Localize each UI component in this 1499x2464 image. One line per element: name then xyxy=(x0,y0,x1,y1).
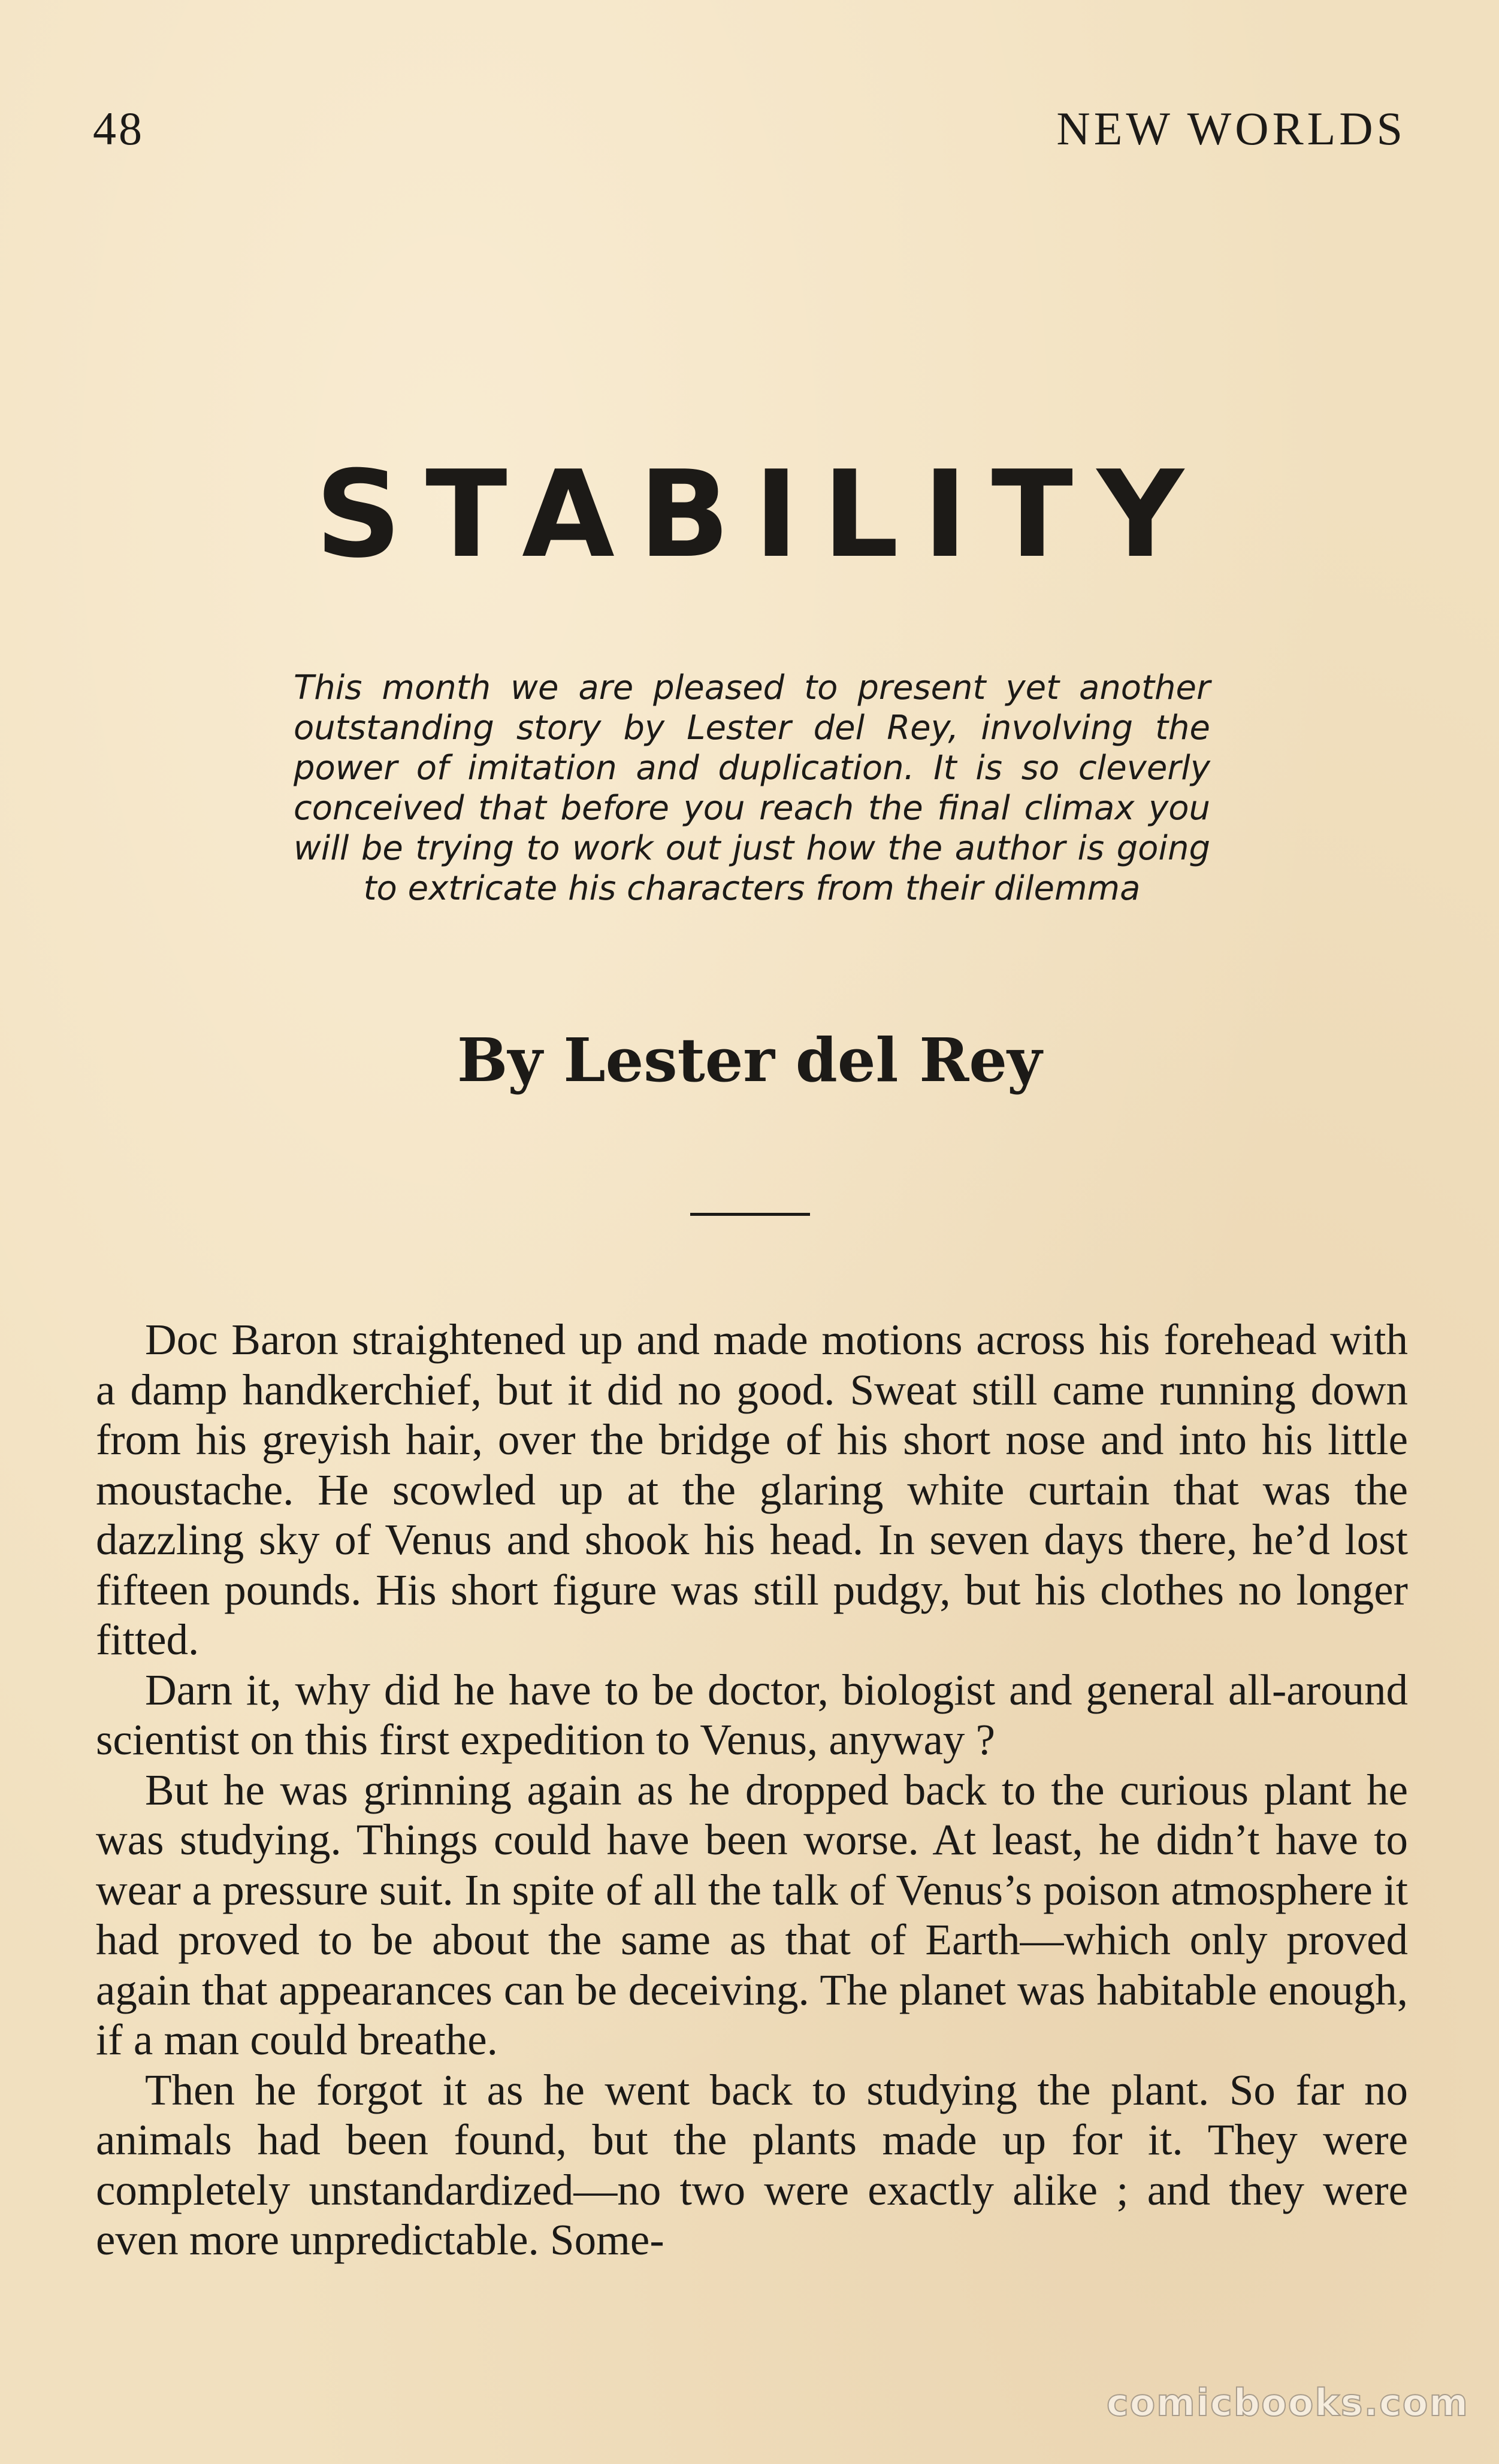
story-intro: This month we are pleased to present yet another outstanding story by Lester del Rey, involving the power of imitation and duplication. It is so cleverly conceived that before you reach the final climax you will be trying to work out just how the author is going to extricate his characters from their dilemma xyxy=(294,668,1210,908)
paragraph: Then he forgot it as he went back to studying the plant. So far no animals had been found, but the plants made up for it. They were completely unstandardized—no two were exactly alike ; and they were even more unpredictable. Some- xyxy=(96,2065,1408,2264)
section-divider xyxy=(690,1213,810,1216)
paragraph: But he was grinning again as he dropped back to the curious plant he was studying. Things could have been worse. At least, he didn’t have to wear a pressure suit. In spite of all the talk of Venus’s poison atmosphere it had proved to be about the same as that of Earth—which only proved again that appearances can be deceiving. The planet was habitable enough, if a man could breathe. xyxy=(96,1765,1408,2064)
byline: By Lester del Rey xyxy=(457,1025,1042,1095)
watermark: comicbooks.com xyxy=(1106,2381,1469,2424)
page-number: 48 xyxy=(93,102,144,155)
story-title: STABILITY xyxy=(315,445,1208,585)
paragraph: Doc Baron straightened up and made motions across his forehead with a damp handkerchief, but it did no good. Sweat still came running down from his greyish hair, over the bridge of his short nose and into his little moustache. He scowled up at the glaring white curtain that was the dazzling sky of Venus and shook his head. In seven days there, he’d lost fifteen pounds. His short figure was still pudgy, but his clothes no longer fitted. xyxy=(96,1315,1408,1664)
story-body xyxy=(96,1315,1408,2265)
page-header xyxy=(93,102,1406,168)
paragraph: Darn it, why did he have to be doctor, biologist and general all-around scientist on this first expedition to Venus, anyway ? xyxy=(96,1665,1408,1764)
running-head: NEW WORLDS xyxy=(1056,102,1406,155)
